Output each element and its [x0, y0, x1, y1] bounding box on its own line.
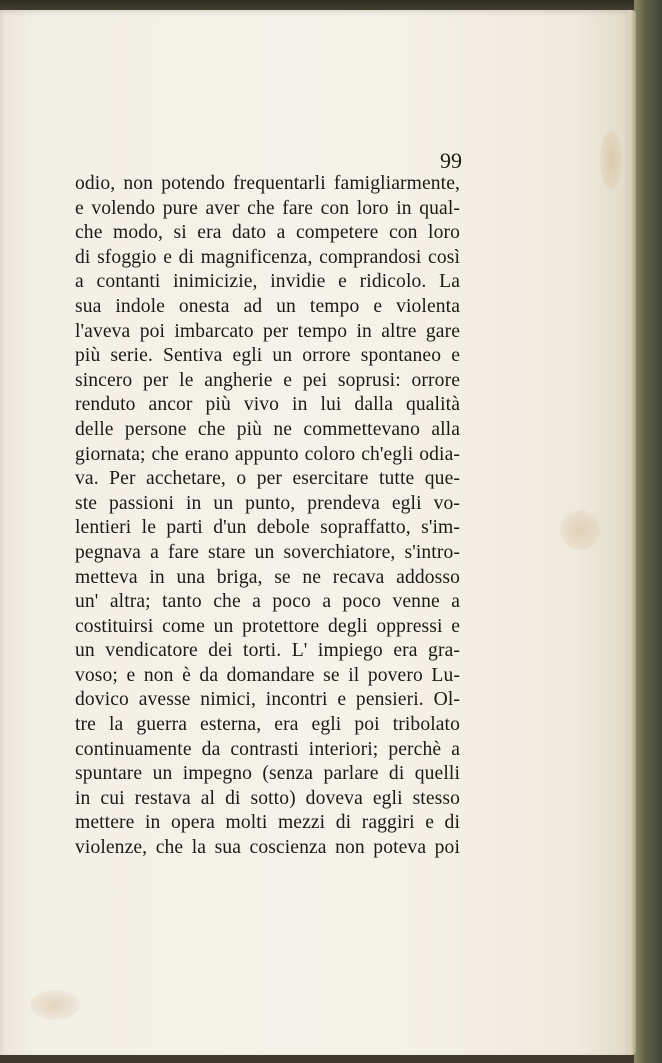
text-line: spuntare un impegno (senza parlare di quelli [75, 763, 460, 785]
text-line: violenze, che la sua coscienza non poteva poi [75, 837, 460, 859]
text-line: pegnava a fare stare un soverchiatore, s'intro- [75, 541, 460, 563]
body-text [75, 172, 460, 861]
text-line: sua indole onesta ad un tempo e violenta [75, 295, 460, 317]
text-line: che modo, si era dato a competere con loro [75, 222, 460, 244]
text-line: a contanti inimicizie, invidie e ridicolo. La [75, 271, 460, 293]
paper-stain [30, 990, 80, 1020]
text-line: mettere in opera molti mezzi di raggiri e di [75, 812, 460, 834]
text-line: più serie. Sentiva egli un orrore spontaneo e [75, 345, 460, 367]
text-line: va. Per acchetare, o per esercitare tutte que- [75, 468, 460, 490]
text-line: metteva in una briga, se ne recava addosso [75, 566, 460, 588]
text-line: voso; e non è da domandare se il povero Lu- [75, 664, 460, 686]
paper-stain [560, 510, 600, 550]
text-line: lentieri le parti d'un debole sopraffatto, s'im- [75, 517, 460, 539]
page-number: 99 [440, 148, 462, 173]
text-line: in cui restava al di sotto) doveva egli stesso [75, 787, 460, 809]
text-line: un' altra; tanto che a poco a poco venne a [75, 591, 460, 613]
text-line: odio, non potendo frequentarli famigliarmente, [75, 173, 460, 194]
text-line: tre la guerra esterna, era egli poi tribolato [75, 714, 460, 736]
text-line: renduto ancor più vivo in lui dalla qualità [75, 394, 460, 416]
book-binding-edge [634, 0, 662, 1063]
text-line: di sfoggio e di magnificenza, comprandosi così [75, 246, 460, 268]
text-line: sincero per le angherie e pei soprusi: orrore [75, 369, 460, 391]
text-line: e volendo pure aver che fare con loro in qual- [75, 197, 460, 219]
paper-stain [600, 130, 622, 190]
text-line: continuamente da contrasti interiori; perchè a [75, 738, 460, 760]
text-line: giornata; che erano appunto coloro ch'egli odia- [75, 443, 460, 465]
text-line: costituirsi come un protettore degli oppressi e [75, 615, 460, 637]
text-line: un vendicatore dei torti. L' impiego era gra- [75, 640, 460, 662]
text-line: l'aveva poi imbarcato per tempo in altre gare [75, 320, 460, 342]
text-line: dovico avesse nimici, incontri e pensieri. Ol- [75, 689, 460, 711]
text-line: delle persone che più ne commettevano alla [75, 418, 460, 440]
text-line: ste passioni in un punto, prendeva egli vo- [75, 492, 460, 514]
